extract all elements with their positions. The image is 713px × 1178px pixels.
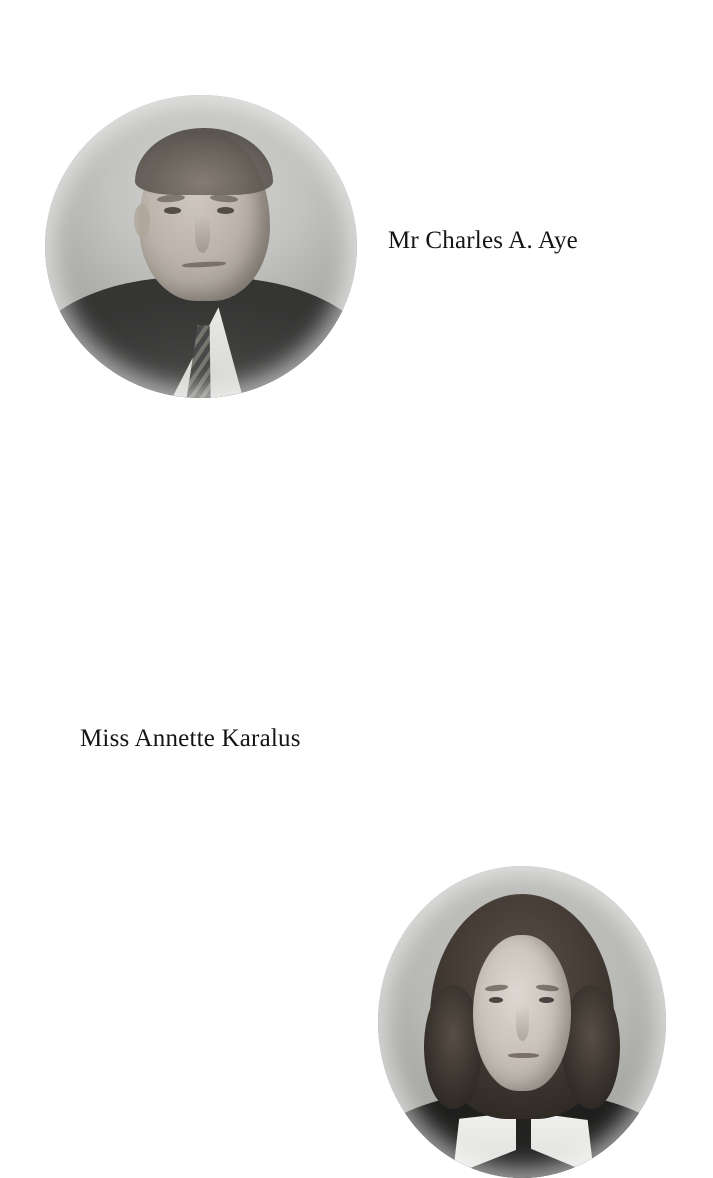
right-hair-wave-shape [562, 985, 620, 1110]
nose-shape [195, 216, 211, 252]
caption-annette-karalus: Miss Annette Karalus [80, 725, 301, 752]
portrait-photo-annette-karalus [378, 866, 666, 1178]
caption-charles-a-aye: Mr Charles A. Aye [388, 227, 578, 254]
left-eye-shape [164, 207, 181, 214]
portrait-photo-charles-a-aye [45, 95, 357, 398]
ear-shape [134, 204, 150, 237]
right-eye-shape [217, 207, 234, 214]
nose-shape [516, 1006, 529, 1040]
